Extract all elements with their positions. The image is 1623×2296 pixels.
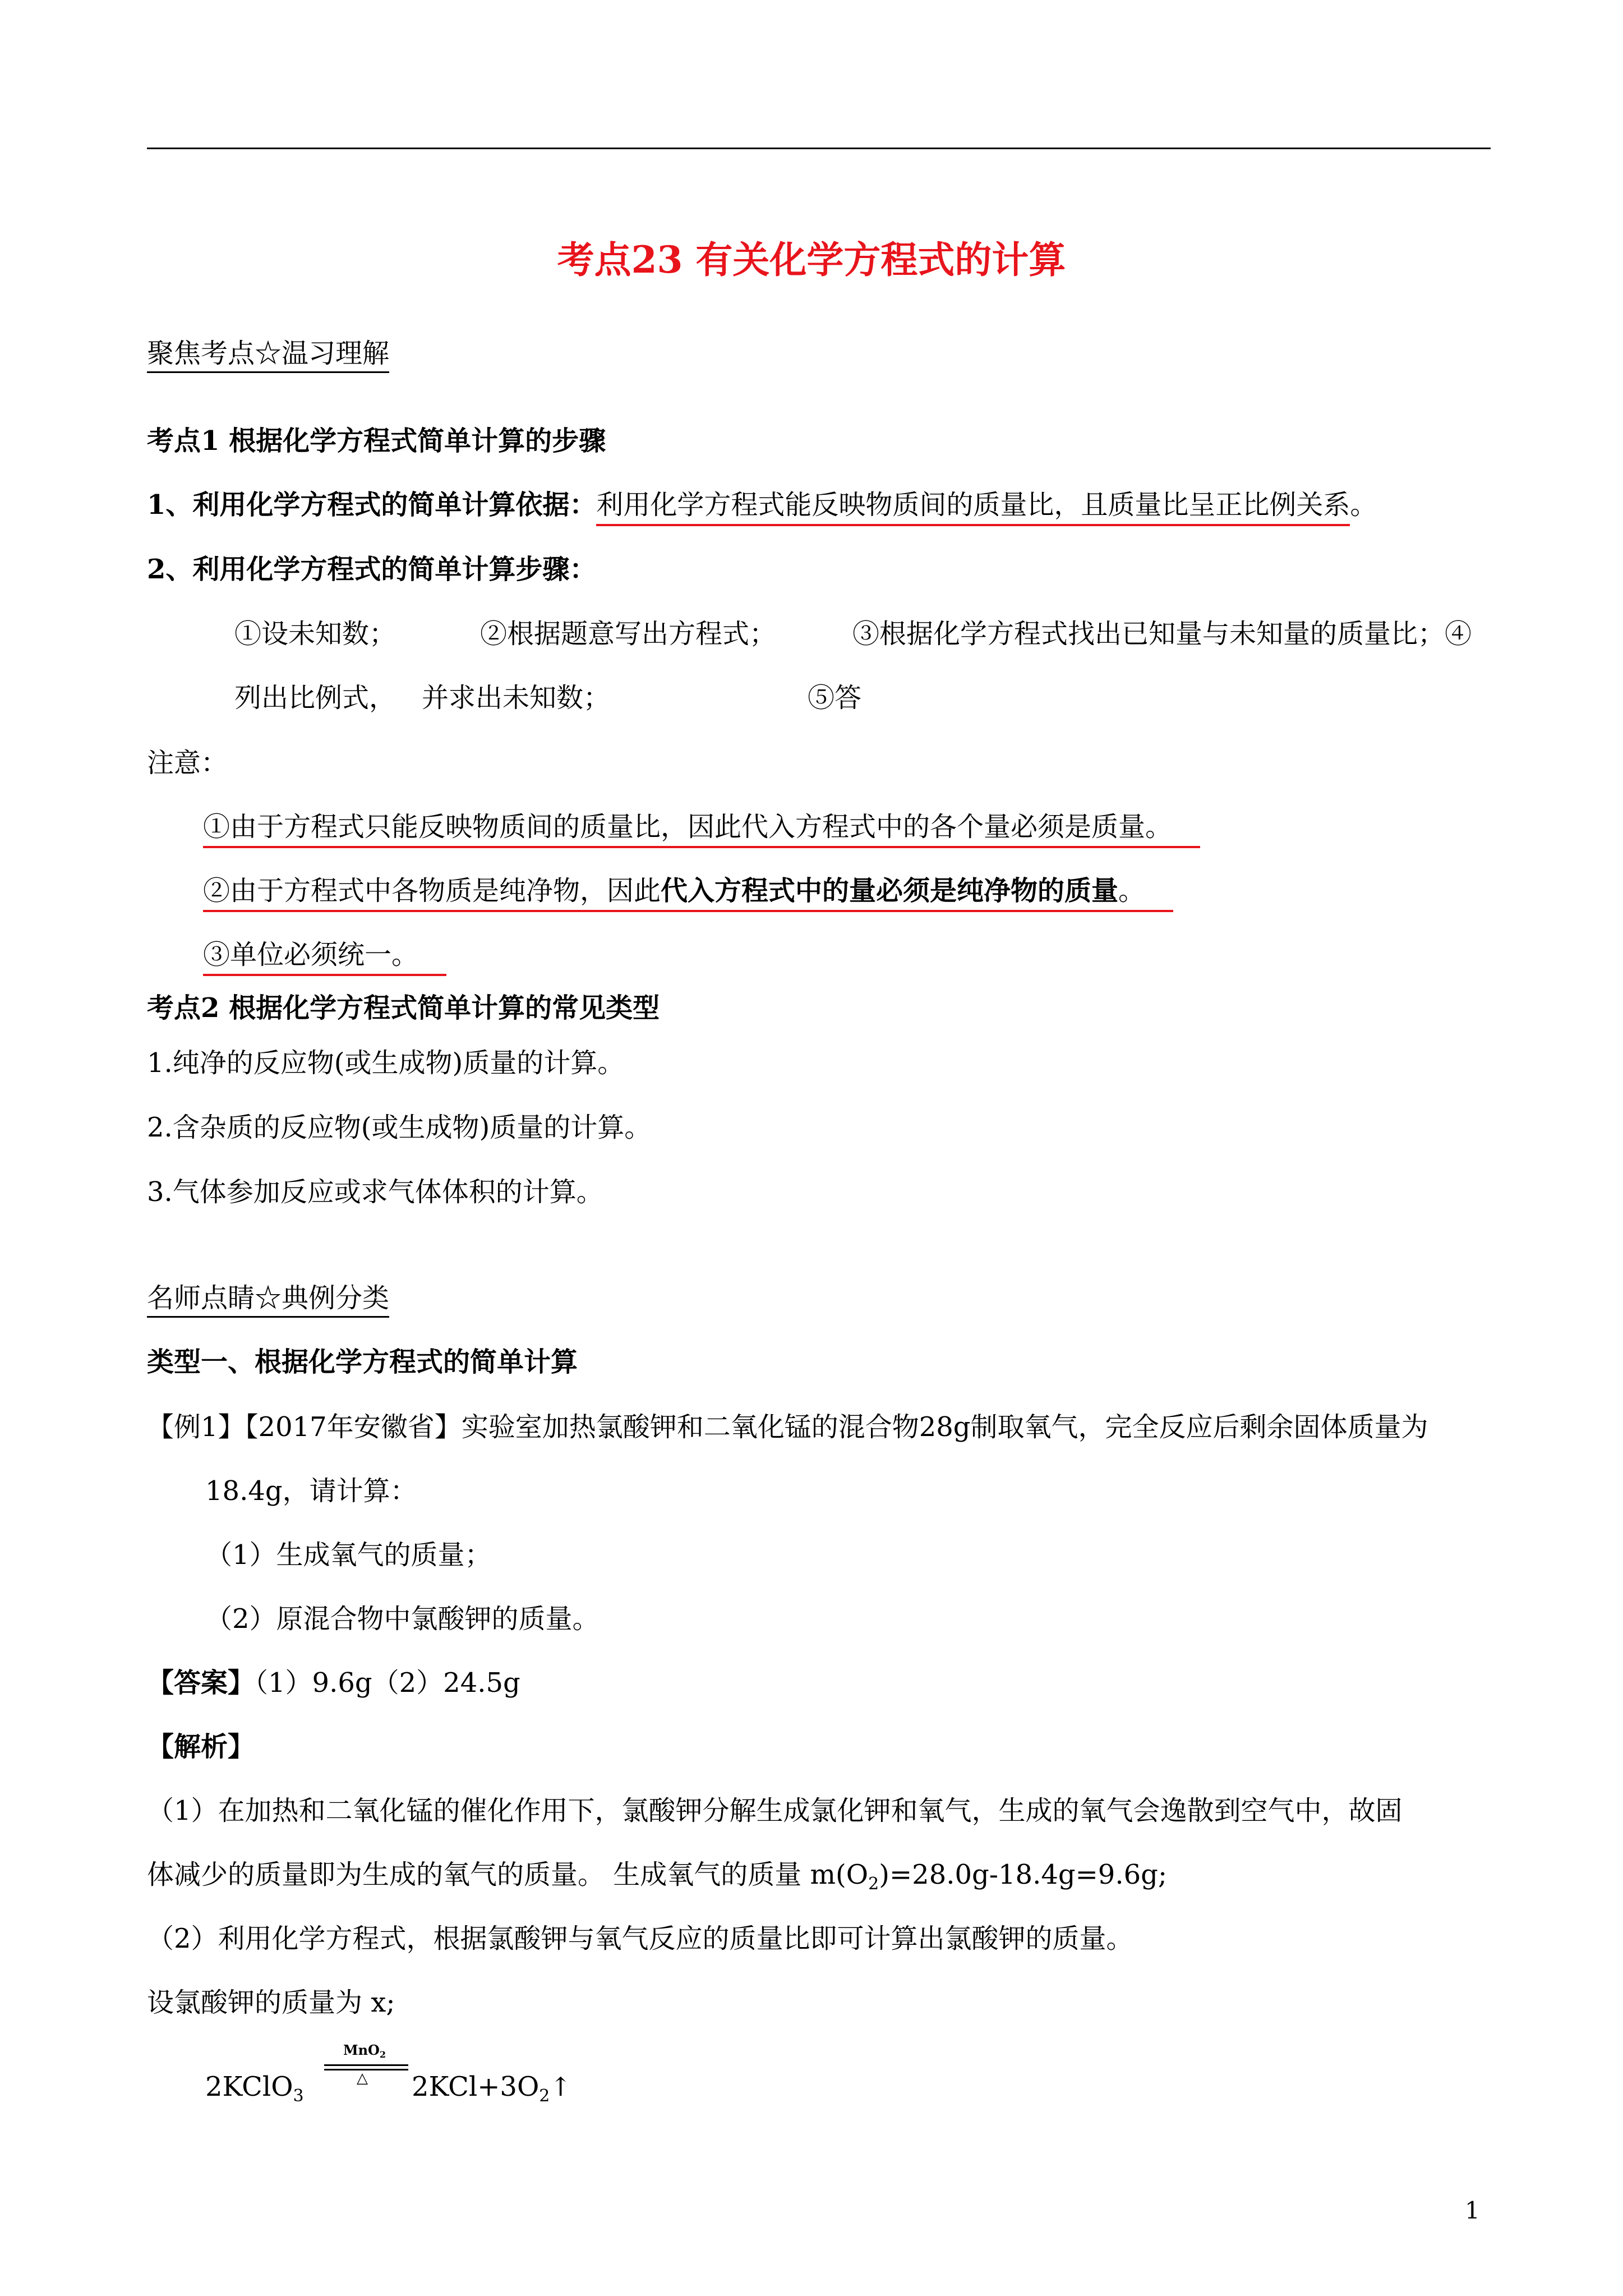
equation-bar-top	[324, 2064, 408, 2066]
analysis-label: 【解析】	[147, 1731, 255, 1763]
kp1-item1	[147, 488, 1377, 522]
kp2-type-1: 1.纯净的反应物(或生成物)质量的计算。	[147, 1047, 625, 1079]
note-3: ③单位必须统一。	[203, 938, 446, 972]
step-2: ②根据题意写出方程式；	[480, 618, 777, 650]
step-4b: 并求出未知数；	[422, 682, 611, 714]
question-2: （2）原混合物中氯酸钾的质量。	[205, 1603, 600, 1635]
question-1: （1）生成氧气的质量；	[205, 1539, 492, 1571]
kp1-item2-label: 2、利用化学方程式的简单计算步骤：	[147, 554, 597, 585]
kp1-title: 考点1 根据化学方程式简单计算的步骤	[147, 425, 606, 457]
analysis-1-line-2: 体减少的质量即为生成的氧气的质量。 生成氧气的质量 $m(O_2)=28.0g-18.4g=9.6g$;	[147, 1859, 1168, 1894]
equation-catalyst: MnO$_2$	[343, 2042, 386, 2060]
analysis-1-line-1: （1）在加热和二氧化锰的催化作用下，氯酸钾分解生成氯化钾和氧气，生成的氧气会逸散到空气中，故固	[147, 1795, 1403, 1826]
kp2-type-2: 2.含杂质的反应物(或生成物)质量的计算。	[147, 1112, 652, 1143]
equation-reactant: 2KClO$_3$	[205, 2071, 304, 2106]
step-5: ⑤答	[808, 682, 862, 714]
gas-arrow-icon: ↑	[550, 2072, 571, 2102]
note-label: 注意：	[147, 747, 228, 779]
let-x: 设氯酸钾的质量为 x;	[147, 1987, 395, 2018]
item1-text: 利用化学方程式能反映物质间的质量比，且质量比呈正比例关系	[596, 489, 1350, 526]
example-line-2: 18.4g，请计算：	[205, 1475, 417, 1507]
item1-end: 。	[1350, 489, 1377, 521]
kp2-type-3: 3.气体参加反应或求气体体积的计算。	[147, 1176, 603, 1208]
example-line-1: 【例1】【2017年安徽省】实验室加热氯酸钾和二氧化锰的混合物28g制取氧气，完全反应后剩余固体质量为	[147, 1411, 1428, 1443]
note-1: ①由于方程式只能反映物质间的质量比，因此代入方程式中的各个量必须是质量。	[203, 810, 1200, 844]
type1-title: 类型一、根据化学方程式的简单计算	[147, 1346, 578, 1378]
item1-label: 1、利用化学方程式的简单计算依据：	[147, 489, 597, 521]
step-3: ③根据化学方程式找出已知量与未知量的质量比；④	[852, 618, 1472, 650]
analysis-2: （2）利用化学方程式，根据氯酸钾与氧气反应的质量比即可计算出氯酸钾的质量。	[147, 1923, 1133, 1954]
kp2-title: 考点2 根据化学方程式简单计算的常见类型	[147, 992, 660, 1024]
document-title: 考点23 有关化学方程式的计算	[557, 238, 1066, 282]
equation-heat-condition: △	[357, 2070, 368, 2087]
section-heading-examples: 名师点睛☆典例分类	[147, 1281, 389, 1315]
header-rule	[147, 148, 1491, 149]
step-4a: 列出比例式，	[234, 682, 396, 714]
step-1: ①设未知数；	[234, 618, 396, 650]
section-heading-review: 聚焦考点☆温习理解	[147, 337, 389, 370]
answer: 【答案】（1）9.6g（2）24.5g	[147, 1667, 520, 1699]
page-number: 1	[1465, 2197, 1480, 2224]
equation-products: $2KCl+3O_2↑$	[412, 2071, 571, 2106]
note-2: ②由于方程式中各物质是纯净物，因此代入方程式中的量必须是纯净物的质量。	[203, 874, 1173, 908]
